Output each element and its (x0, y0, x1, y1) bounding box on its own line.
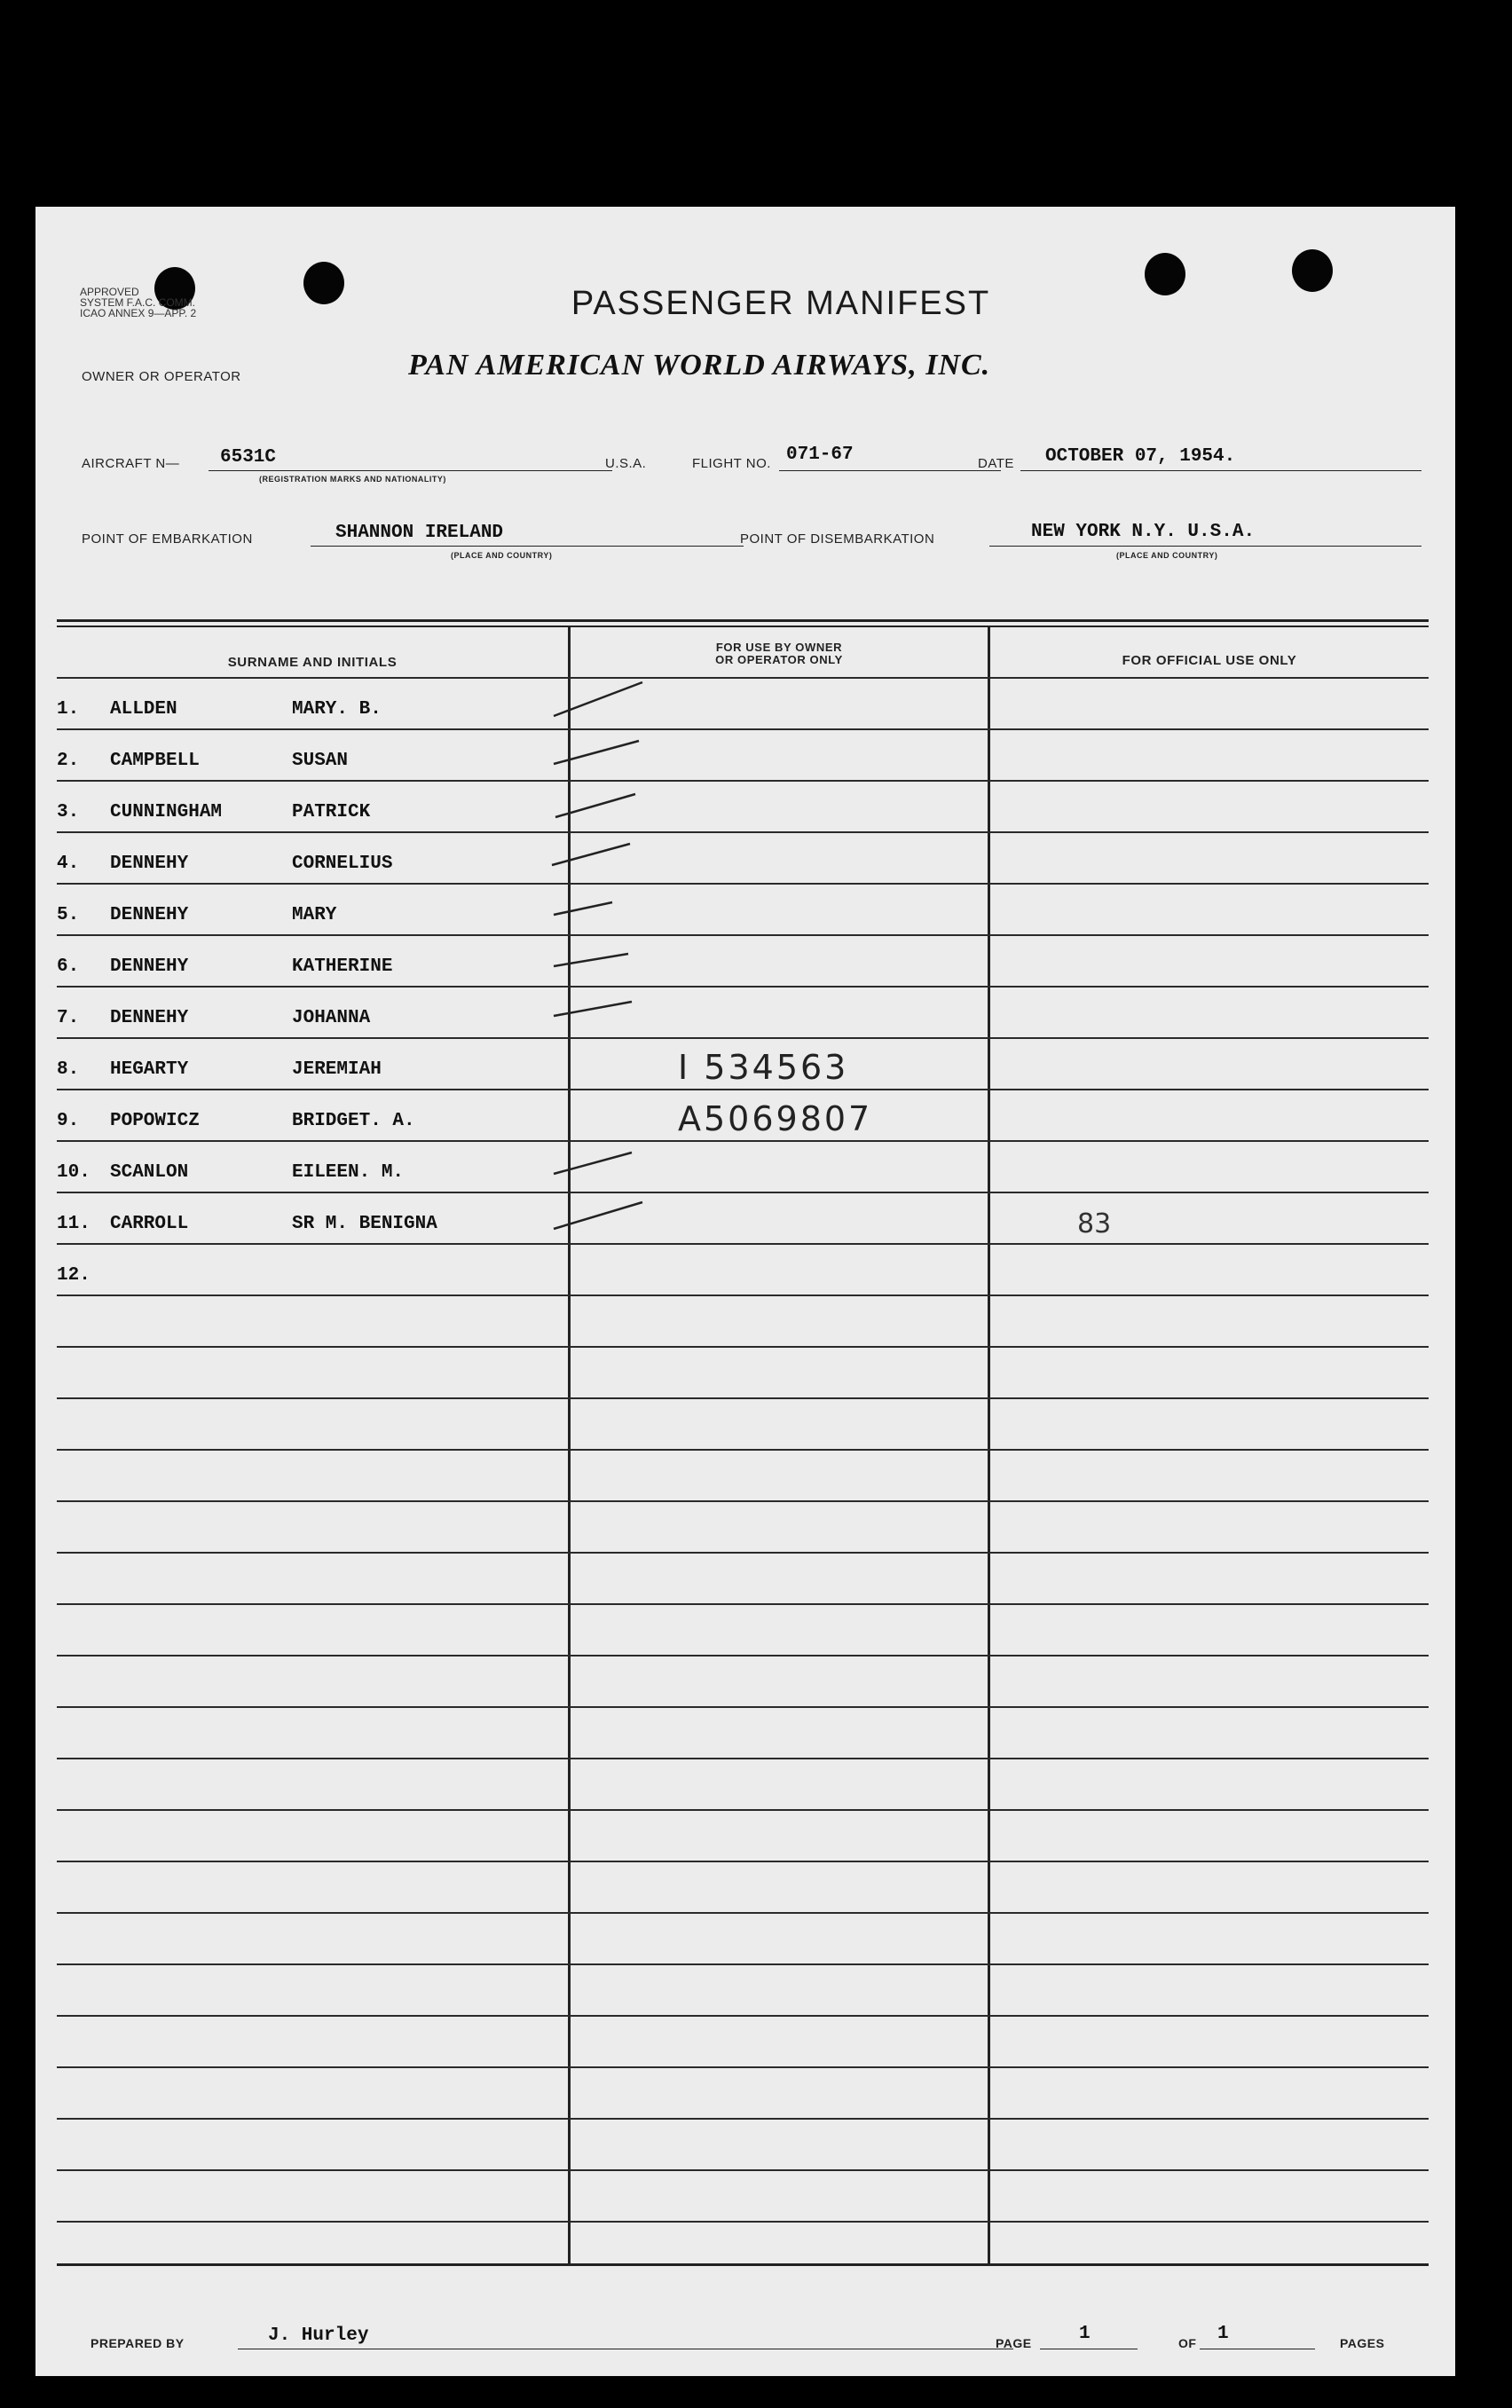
row-number: 1. (57, 699, 80, 720)
flight-value: 071-67 (786, 445, 854, 465)
date-label: DATE (978, 456, 1014, 471)
passenger-given-name: SR M. BENIGNA (292, 1214, 437, 1234)
passenger-surname: SCANLON (110, 1162, 189, 1183)
table-rule (57, 1552, 1429, 1554)
approval-line: APPROVED (80, 286, 139, 298)
row-number: 5. (57, 905, 80, 925)
table-row (57, 934, 1429, 986)
manifest-sheet (35, 207, 1455, 2376)
table-rule (57, 1655, 1429, 1656)
table-row (57, 728, 1429, 780)
page-label: PAGE (996, 2336, 1032, 2350)
passenger-given-name: CORNELIUS (292, 854, 393, 874)
table-rule (57, 1294, 1429, 1296)
passenger-surname: CAMPBELL (110, 751, 200, 771)
row-number: 9. (57, 1111, 80, 1131)
table-rule (57, 1758, 1429, 1759)
row-number: 11. (57, 1214, 91, 1234)
company-name: PAN AMERICAN WORLD AIRWAYS, INC. (408, 349, 991, 382)
check-mark-icon (550, 1184, 648, 1238)
row-number: 4. (57, 854, 80, 874)
aircraft-underline (209, 470, 612, 471)
table-rule (57, 1706, 1429, 1708)
flight-label: FLIGHT NO. (692, 456, 771, 471)
check-mark-icon (550, 979, 648, 1032)
table-rule (57, 2015, 1429, 2017)
of-label: OF (1178, 2336, 1197, 2350)
table-row (57, 677, 1429, 728)
passenger-surname: CARROLL (110, 1214, 189, 1234)
page-total: 1 (1217, 2324, 1229, 2344)
pages-label: PAGES (1340, 2336, 1385, 2350)
check-mark-icon (550, 670, 648, 723)
operator-note: I 534563 (678, 1048, 849, 1087)
table-rule (57, 1963, 1429, 1965)
embark-label: POINT OF EMBARKATION (82, 531, 253, 547)
table-rule (57, 1912, 1429, 1914)
table-row (57, 1037, 1429, 1089)
passenger-surname: CUNNINGHAM (110, 802, 223, 822)
prepared-label: PREPARED BY (91, 2336, 185, 2350)
disembark-value: NEW YORK N.Y. U.S.A. (1031, 522, 1256, 542)
prepared-value: J. Hurley (268, 2325, 369, 2346)
passenger-given-name: MARY (292, 905, 337, 925)
usa-label: U.S.A. (605, 456, 647, 471)
row-number: 12. (57, 1265, 91, 1286)
table-rule (57, 2118, 1429, 2120)
operator-note: A5069807 (678, 1099, 873, 1138)
check-mark-icon (550, 824, 648, 877)
row-number: 7. (57, 1008, 80, 1028)
table-row (57, 1140, 1429, 1192)
approval-line: SYSTEM F.A.C. COMM. (80, 296, 196, 309)
table-rule (57, 1346, 1429, 1348)
page-title: PASSENGER MANIFEST (571, 285, 991, 322)
passenger-surname: POPOWICZ (110, 1111, 200, 1131)
table-rule (57, 1603, 1429, 1605)
date-value: OCTOBER 07, 1954. (1045, 446, 1236, 467)
approval-line: ICAO ANNEX 9—APP. 2 (80, 307, 197, 319)
table-row (57, 986, 1429, 1037)
check-mark-icon (550, 1133, 648, 1186)
table-rule (57, 2169, 1429, 2171)
embark-underline (311, 546, 744, 547)
embark-value: SHANNON IRELAND (335, 523, 504, 543)
official-column-header: FOR OFFICIAL USE ONLY (1122, 653, 1297, 668)
row-number: 8. (57, 1059, 80, 1080)
disembark-underline (989, 546, 1421, 547)
table-rule (57, 1809, 1429, 1811)
flight-underline (779, 470, 1001, 471)
check-mark-icon (550, 927, 648, 980)
operator-header-line: FOR USE BY OWNER (715, 641, 843, 654)
table-rule (57, 1500, 1429, 1502)
disembark-caption: (PLACE AND COUNTRY) (1116, 551, 1218, 560)
row-number: 6. (57, 956, 80, 977)
table-bottom-rule (57, 2263, 1429, 2266)
passenger-given-name: EILEEN. M. (292, 1162, 405, 1183)
passenger-surname: HEGARTY (110, 1059, 189, 1080)
passenger-given-name: KATHERINE (292, 956, 393, 977)
table-rule (57, 2221, 1429, 2223)
passenger-surname: DENNEHY (110, 905, 189, 925)
passenger-given-name: JOHANNA (292, 1008, 371, 1028)
row-number: 3. (57, 802, 80, 822)
table-row (57, 1192, 1429, 1243)
operator-column-header (571, 641, 988, 666)
passenger-given-name: BRIDGET. A. (292, 1111, 415, 1131)
table-rule (57, 1861, 1429, 1862)
disembark-label: POINT OF DISEMBARKATION (740, 531, 935, 547)
row-number: 10. (57, 1162, 91, 1183)
check-mark-icon (550, 876, 648, 929)
check-mark-icon (550, 721, 648, 775)
table-rule (57, 1397, 1429, 1399)
check-mark-icon (550, 773, 648, 826)
passenger-given-name: PATRICK (292, 802, 371, 822)
table-row (57, 780, 1429, 831)
passenger-surname: ALLDEN (110, 699, 177, 720)
table-row (57, 883, 1429, 934)
table-rule (57, 1449, 1429, 1451)
passenger-surname: DENNEHY (110, 1008, 189, 1028)
aircraft-label: AIRCRAFT N— (82, 456, 180, 471)
passenger-given-name: JEREMIAH (292, 1059, 382, 1080)
owner-label: OWNER OR OPERATOR (82, 369, 241, 384)
official-note: 83 (1077, 1208, 1112, 1239)
table-row (57, 831, 1429, 883)
embark-caption: (PLACE AND COUNTRY) (451, 551, 553, 560)
passenger-given-name: SUSAN (292, 751, 349, 771)
passenger-given-name: MARY. B. (292, 699, 382, 720)
table-rule (57, 2066, 1429, 2068)
aircraft-value: 6531C (220, 447, 277, 468)
table-top-rule (57, 626, 1429, 627)
registration-caption: (REGISTRATION MARKS AND NATIONALITY) (259, 475, 446, 484)
table-row (57, 1089, 1429, 1140)
surname-column-header: SURNAME AND INITIALS (227, 655, 398, 670)
row-number: 2. (57, 751, 80, 771)
table-top-rule (57, 619, 1429, 622)
table-row (57, 1243, 1429, 1294)
passenger-surname: DENNEHY (110, 956, 189, 977)
page-number: 1 (1079, 2324, 1091, 2344)
passenger-surname: DENNEHY (110, 854, 189, 874)
operator-header-line: OR OPERATOR ONLY (715, 653, 843, 666)
date-underline (1020, 470, 1421, 471)
